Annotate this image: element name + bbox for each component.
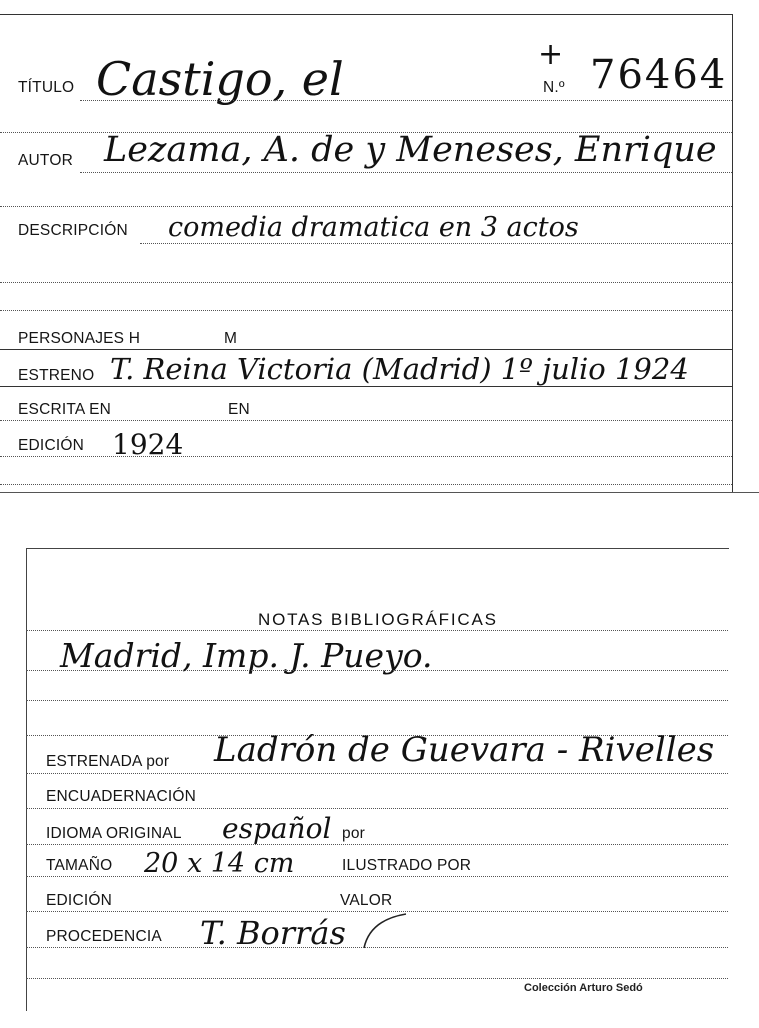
titulo-label: TÍTULO <box>18 79 75 96</box>
descripcion-line <box>140 243 732 244</box>
estreno-value: T. Reina Victoria (Madrid) 1º julio 1924 <box>110 352 689 386</box>
tamano-value: 20 x 14 cm <box>144 848 295 879</box>
titulo-value: Castigo, el <box>96 52 344 106</box>
idioma-por-label: por <box>342 825 366 842</box>
valor-label: VALOR <box>340 892 393 909</box>
catalog-number: 76464 <box>590 52 728 98</box>
estrenada-line <box>26 773 728 774</box>
procedencia-value: T. Borrás <box>200 914 346 952</box>
tamano-line <box>26 876 728 877</box>
autor-value: Lezama, A. de y Meneses, Enrique <box>104 130 717 170</box>
notas-line <box>26 630 728 631</box>
estreno-label: ESTRENO <box>18 367 95 384</box>
estreno-line <box>0 386 732 387</box>
notas-title: NOTAS BIBLIOGRÁFICAS <box>258 610 498 629</box>
estrenada-label: ESTRENADA por <box>46 753 170 770</box>
escrita-en-label: EN <box>228 401 250 418</box>
ilustrado-label: ILUSTRADO POR <box>342 857 472 874</box>
autor-label: AUTOR <box>18 152 73 169</box>
rule-line <box>0 206 732 207</box>
idioma-line <box>26 844 728 845</box>
rule-line <box>26 700 728 701</box>
idioma-label: IDIOMA ORIGINAL <box>46 825 182 842</box>
edicion-value: 1924 <box>112 428 184 461</box>
edicion-bottom-label: EDICIÓN <box>46 892 112 909</box>
tamano-label: TAMAÑO <box>46 857 113 874</box>
procedencia-line <box>26 947 728 948</box>
collection-stamp: Colección Arturo Sedó <box>524 982 643 994</box>
personajes-m-label: M <box>224 330 238 347</box>
sheet-divider <box>0 492 759 493</box>
estrenada-value: Ladrón de Guevara - Rivelles <box>214 730 715 770</box>
escrita-label: ESCRITA EN <box>18 401 112 418</box>
cross-mark: + <box>538 37 564 72</box>
rule-line <box>0 310 732 311</box>
descripcion-label: DESCRIPCIÓN <box>18 222 128 239</box>
rule-line <box>26 978 728 979</box>
rule-line <box>26 670 728 671</box>
encuadernacion-line <box>26 808 728 809</box>
descripcion-value: comedia dramatica en 3 actos <box>168 212 579 243</box>
rule-line <box>0 282 732 283</box>
autor-line <box>80 172 732 173</box>
notas-value: Madrid, Imp. J. Pueyo. <box>60 636 433 675</box>
edicion-line <box>0 456 732 457</box>
encuadernacion-label: ENCUADERNACIÓN <box>46 788 197 805</box>
idioma-value: español <box>222 812 332 845</box>
escrita-line <box>0 420 732 421</box>
titulo-line <box>80 100 732 101</box>
rule-line <box>0 484 732 485</box>
personajes-line <box>0 349 732 350</box>
edicion-label: EDICIÓN <box>18 437 84 454</box>
number-label: N.º <box>543 79 565 96</box>
personajes-label: PERSONAJES H <box>18 330 141 347</box>
procedencia-label: PROCEDENCIA <box>46 928 162 945</box>
